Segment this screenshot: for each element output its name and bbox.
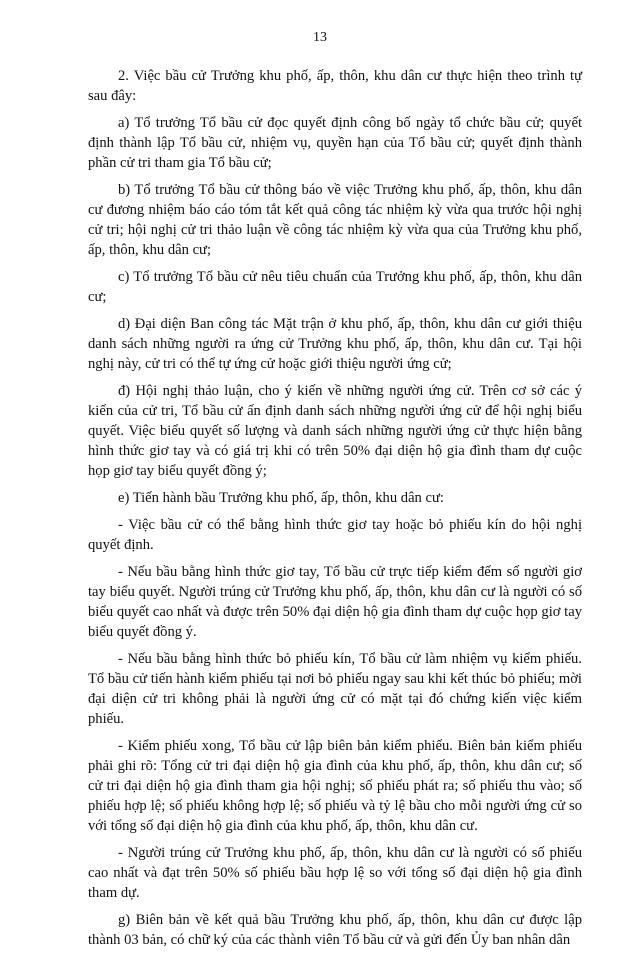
- document-body: [88, 66, 582, 957]
- paragraph-e-item-5: - Người trúng cử Trưởng khu phố, ấp, thôn, khu dân cư là người có số phiếu cao nhất và đạt trên 50% số phiếu bầu hợp lệ so với tổng số đại diện hộ gia đình tham dự.: [88, 845, 582, 901]
- paragraph-e-item-3: - Nếu bầu bằng hình thức bỏ phiếu kín, Tổ bầu cử làm nhiệm vụ kiểm phiếu. Tổ bầu cử tiến hành kiểm phiếu tại nơi bỏ phiếu ngay sau khi kết thúc bỏ phiếu; mời đại diện cử tri không phải là người ứng cử có mặt tại đó chứng kiến việc kiểm phiếu.: [88, 651, 582, 727]
- paragraph-intro: 2. Việc bầu cử Trưởng khu phố, ấp, thôn, khu dân cư thực hiện theo trình tự sau đây:: [88, 68, 582, 104]
- paragraph-dd: đ) Hội nghị thảo luận, cho ý kiến về những người ứng cử. Trên cơ sở các ý kiến của cử tri, Tổ bầu cử ấn định danh sách những người ứng cử để hội nghị biểu quyết. Việc biểu quyết số lượng và danh sách những người ứng cử thực hiện bằng hình thức giơ tay và có giá trị khi có trên 50% đại diện hộ gia đình tham dự cuộc họp giơ tay biểu quyết đồng ý;: [88, 383, 582, 479]
- paragraph-e-item-1: - Việc bầu cử có thể bằng hình thức giơ tay hoặc bỏ phiếu kín do hội nghị quyết định.: [88, 517, 582, 553]
- paragraph-d: d) Đại diện Ban công tác Mặt trận ở khu phố, ấp, thôn, khu dân cư giới thiệu danh sách những người ra ứng cử Trưởng khu phố, ấp, thôn, khu dân cư. Tại hội nghị này, cử tri có thể tự ứng cử hoặc giới thiệu người ứng cử;: [88, 316, 582, 372]
- paragraph-c: c) Tổ trưởng Tổ bầu cử nêu tiêu chuẩn của Trưởng khu phố, ấp, thôn, khu dân cư;: [88, 269, 582, 305]
- paragraph-a: a) Tổ trưởng Tổ bầu cử đọc quyết định công bố ngày tổ chức bầu cử; quyết định thành lập Tổ bầu cử, nhiệm vụ, quyền hạn của Tổ bầu cử; quyết định thành phần cử tri tham gia Tổ bầu cử;: [88, 115, 582, 171]
- paragraph-e-item-2: - Nếu bầu bằng hình thức giơ tay, Tổ bầu cử trực tiếp kiểm đếm số người giơ tay biểu quyết. Người trúng cử Trưởng khu phố, ấp, thôn, khu dân cư là người có số biểu quyết cao nhất và được trên 50% đại diện hộ gia đình tham dự cuộc họp giơ tay biểu quyết đồng ý.: [88, 564, 582, 640]
- paragraph-b: b) Tổ trưởng Tổ bầu cử thông báo về việc Trưởng khu phố, ấp, thôn, khu dân cư đương nhiệm báo cáo tóm tắt kết quả công tác nhiệm kỳ vừa qua trước hội nghị cử tri; hội nghị cử tri thảo luận về công tác nhiệm kỳ vừa qua của Trưởng khu phố, ấp, thôn, khu dân cư;: [88, 182, 582, 258]
- paragraph-e: e) Tiến hành bầu Trưởng khu phố, ấp, thôn, khu dân cư:: [118, 490, 444, 506]
- page-number: 13: [313, 30, 327, 45]
- paragraph-e-item-4: - Kiểm phiếu xong, Tổ bầu cử lập biên bản kiểm phiếu. Biên bản kiểm phiếu phải ghi rõ: Tổng cử tri đại diện hộ gia đình của khu phố, ấp, thôn, khu dân cư; số cử tri đại diện hộ gia đình tham gia hội nghị; số phiếu phát ra; số phiếu thu vào; số phiếu hợp lệ; số phiếu không hợp lệ; số phiếu và tỷ lệ bầu cho mỗi người ứng cử so với tổng số đại diện hộ gia đình của khu phố, ấp, thôn, khu dân cư.: [88, 738, 582, 834]
- paragraph-g: g) Biên bản về kết quả bầu Trưởng khu phố, ấp, thôn, khu dân cư được lập thành 03 bản, có chữ ký của các thành viên Tổ bầu cử và gửi đến Ủy ban nhân dân: [88, 912, 582, 948]
